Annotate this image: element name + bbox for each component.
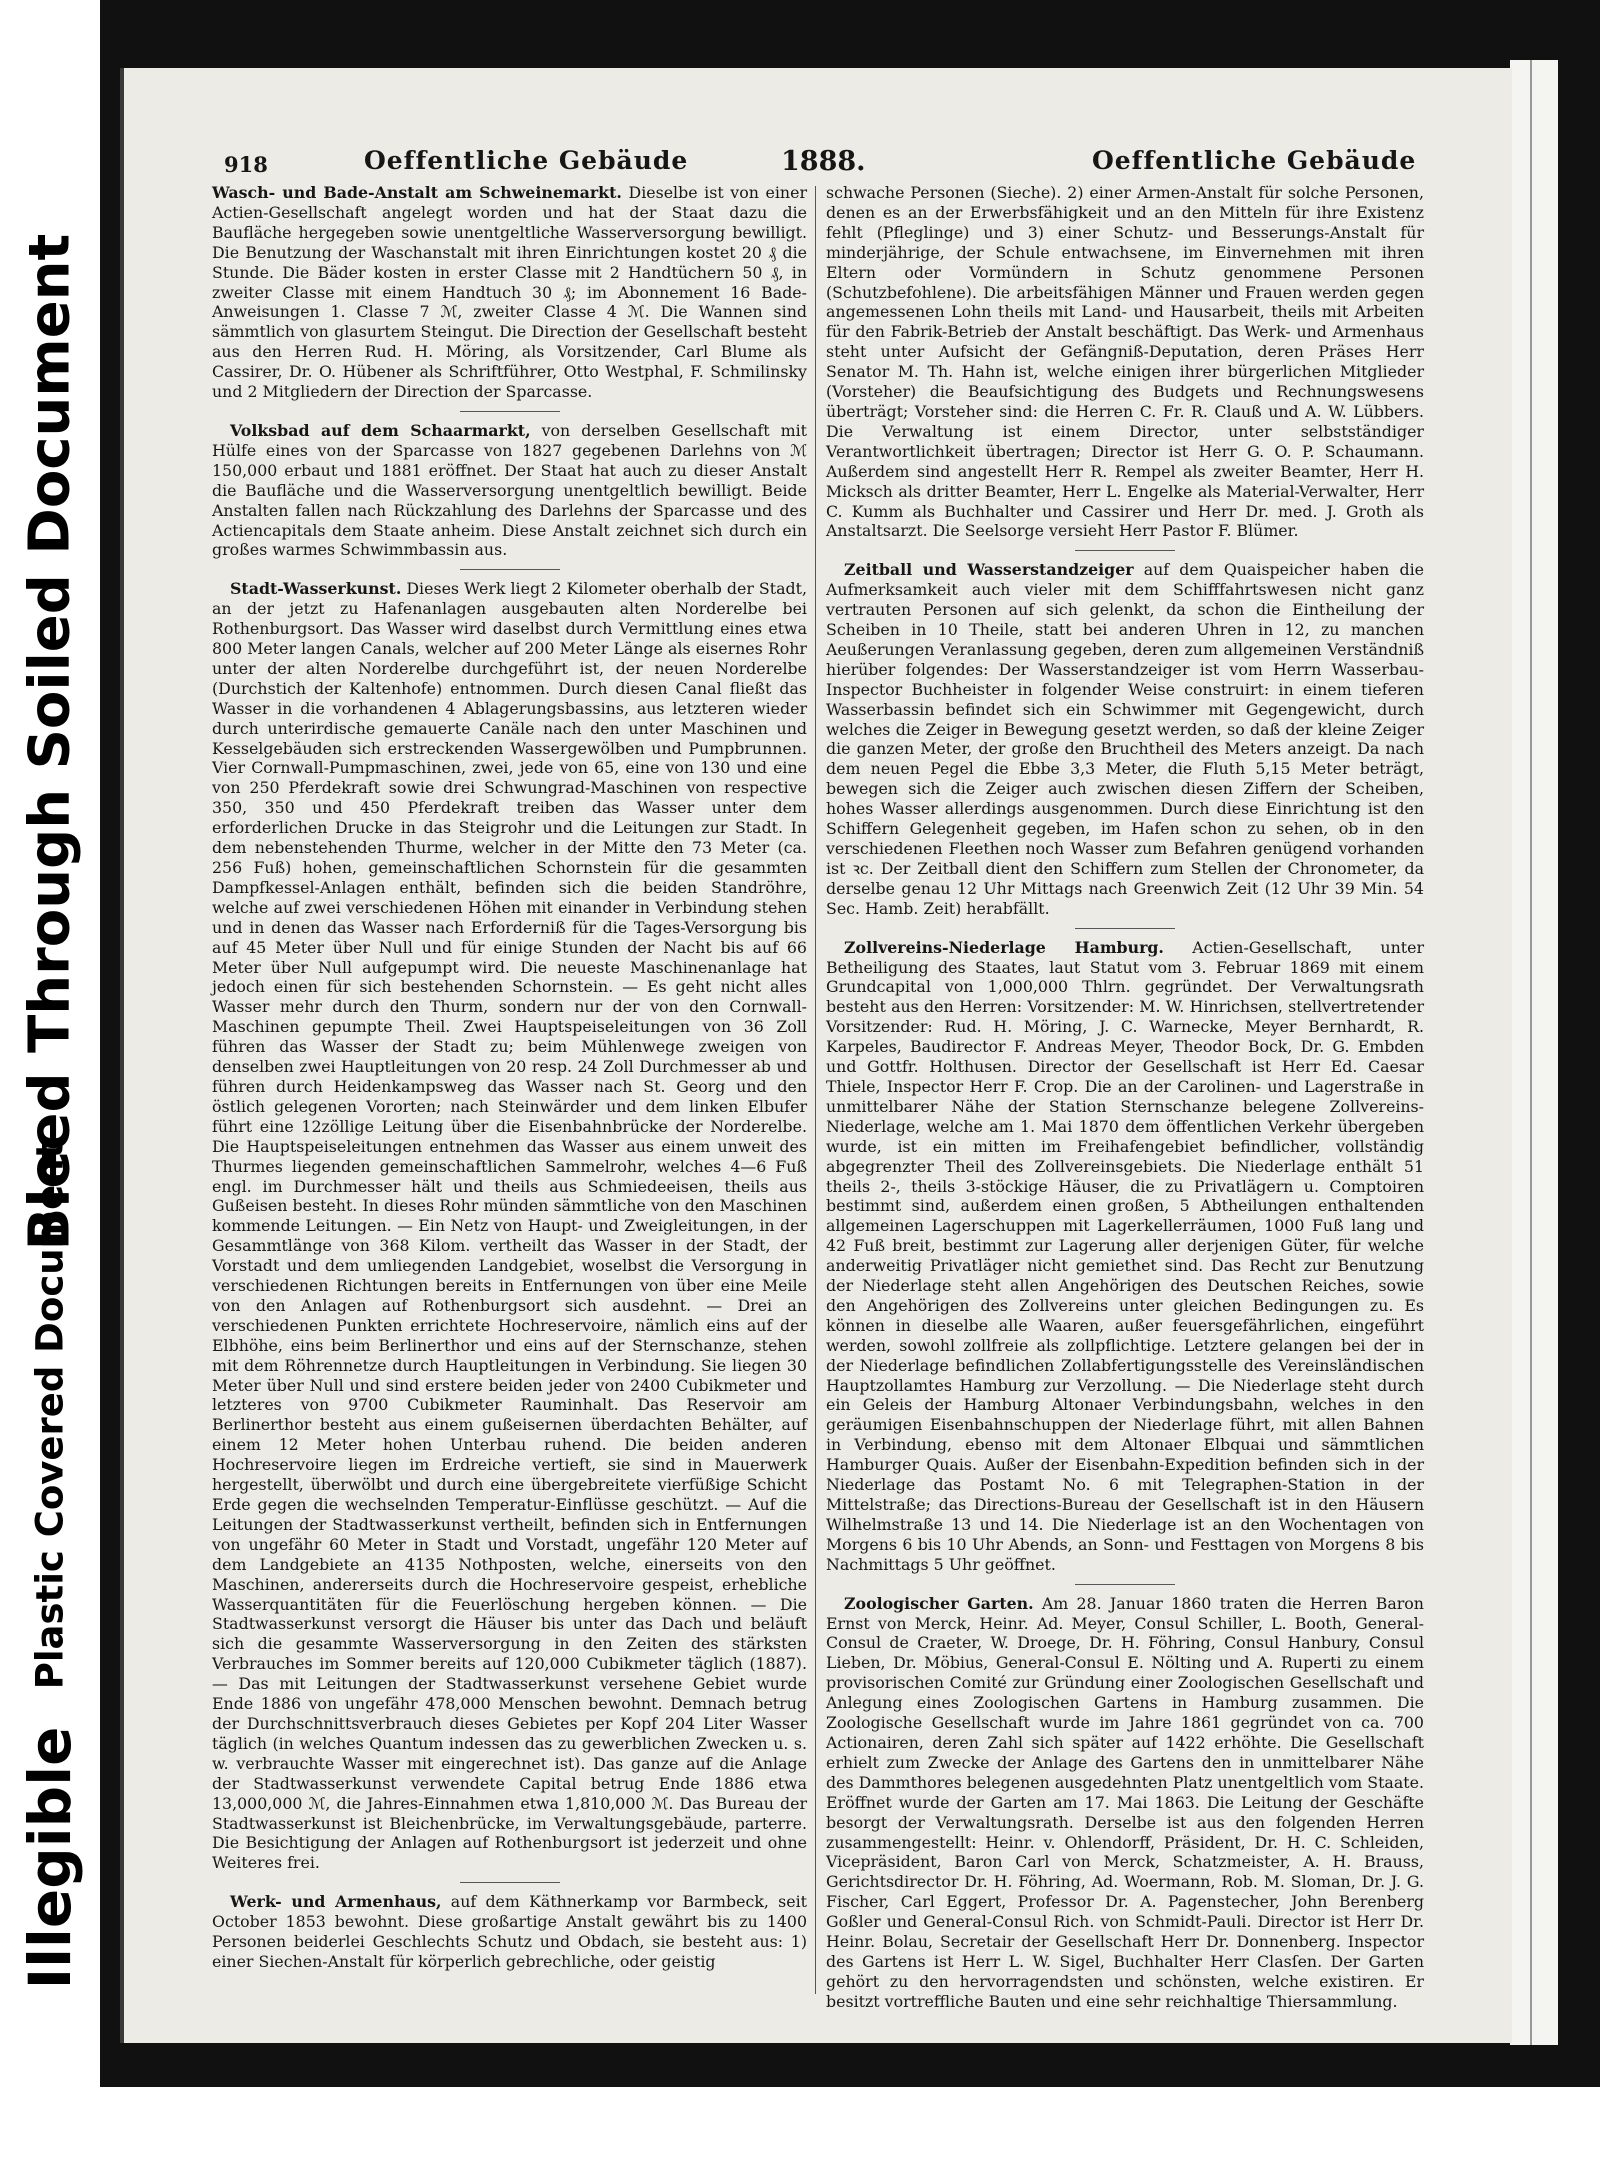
page-number: 918 — [224, 152, 268, 177]
running-head-year: 1888. — [781, 146, 866, 177]
next-page-edge — [1510, 60, 1558, 2045]
entry-title: Stadt-Wasserkunst. — [230, 579, 402, 599]
entry-text: Dieses Werk liegt 2 Kilometer oberhalb der Stadt, an der jetzt zu Hafenanlagen ausgebauten alten Norderelbe bei Rothenburgsort. Das Wasser wird daselbst durch Vermittlung eines etwa 800 Meter langen Canals, welcher auf 200 Meter Länge als eisernes Rohr unter der alten Norderelbe durchgeführt ist, der neuen Norderelbe (Durchstich der Kaltenhofe) entnommen. Durch diesen Canal fließt das Wasser in die vorhandenen 4 Ablagerungsbassins, aus letzteren wieder durch unterirdische gemauerte Canäle nach den unter Maschinen und Kesselgebäuden sich erstreckenden Wassergewölben und Pumpbrunnen. Vier Cornwall-Pumpmaschinen, zwei, jede von 65, eine von 130 und eine von 250 Pferdekraft sowie drei Schwungrad-Maschinen von respective 350, 350 und 450 Pferdekraft treiben das Wasser unter dem erforderlichen Drucke in das Steigrohr und die Leitungen zur Stadt. In dem nebenstehenden Thurme, welcher in der Mitte den 73 Meter (ca. 256 Fuß) hohen, gemeinschaftlichen Schornstein für die gesammten Dampfkessel-Anlagen enthält, befinden sich die beiden Standröhre, welche auf zwei verschiedenen Höhen mit einander in Verbindung stehen und in denen das Wasser nach Erforderniß für die Tages-Versorgung bis auf 45 Meter über Null und für einige Stunden der Nacht bis auf 66 Meter über Null aufgepumpt wird. Die neueste Maschinenanlage hat jedoch einen für sich bestehenden Schornstein. — Es geht nicht alles Wasser mehr durch den Thurm, sondern nur der von den Cornwall-Maschinen gepumpte Theil. Zwei Hauptspeiseleitungen von 36 Zoll führen das Wasser der Stadt zu; beim Mühlenwege zweigen von denselben zwei Hauptleitungen von 20 resp. 24 Zoll Durchmesser ab und führen durch Heidenkampsweg das Wasser nach St. Georg und den östlich gelegenen Vororten; nach Steinwärder und dem linken Elbufer führt eine 12zöllige Leitung über die Eisenbahnbrücke der Norderelbe. Die Hauptspeiseleitungen entnehmen das Wasser aus einem unweit des Thurmes liegenden gemeinschaftlichen Sammelrohr, welches 4—6 Fuß engl. im Durchmesser hält und theils aus Schmiedeeisen, theils aus Gußeisen besteht. In dieses Rohr münden sämmtliche von den Maschinen kommende Leitungen. — Ein Netz von Haupt- und Zweigleitungen, in der Gesammtlänge von 368 Kilom. vertheilt das Wasser in der Stadt, der Vorstadt und dem umliegenden Landgebiet, woselbst die Versorgung in verschiedenen Richtungen bereits in Entfernungen von über eine Meile von den Anlagen auf Rothenburgsort sich ausdehnt. — Drei an verschiedenen Punkten errichtete Hochreservoire, nämlich eins auf der Elbhöhe, eins beim Berlinerthor und eins auf der Sternschanze, stehen mit dem Röhrennetze durch Hauptleitungen in Verbindung. Sie liegen 30 Meter über Null und sind erstere beiden jeder von 2400 Cubikmeter und letzteres von 9700 Cubikmeter Rauminhalt. Das Reservoir am Berlinerthor besteht aus einem gußeisernen überdachten Behälter, auf einem 12 Meter hohen Unterbau ruhend. Die beiden anderen Hochreservoire liegen im Erdreiche vertieft, sie sind in Mauerwerk hergestellt, überwölbt und durch eine übergebreitete vierfüßige Schicht Erde gegen die wechselnden Temperatur-Einflüsse geschützt. — Auf die Leitungen der Stadtwasserkunst vertheilt, befinden sich in Entfernungen von ungefähr 60 Meter in Stadt und Vorstadt, ungefähr 120 Meter auf dem Landgebiete an 4135 Nothposten, welche, einerseits von den Maschinen, andererseits durch die Hochreservoire gespeist, erhebliche Wasserquantitäten für die Feuerlöschung hergeben können. — Die Stadtwasserkunst versorgt die Häuser bis unter das Dach und beläuft sich die gesammte Wasserversorgung in den Zeiten des stärksten Verbrauches im Sommer bereits auf 120,000 Cubikmeter täglich (1887). — Das mit Leitungen der Stadtwasserkunst versehene Gebiet wurde Ende 1886 von ungefähr 478,000 Menschen bewohnt. Demnach betrug der Durchschnittsverbrauch dieses Gebietes per Kopf 204 Liter Wasser täglich (in welches Quantum indessen das zu gewerblichen Zwecken u. s. w. verbrauchte Wasser mit eingerechnet ist). Das ganze auf die Anlage der Stadtwasserkunst verwendete Capital betrug Ende 1886 etwa 13,000,000 ℳ, die Jahres-Einnahmen etwa 1,810,000 ℳ. Das Bureau der Stadtwasserkunst ist Bleichenbrücke, im Verwaltungsgebäude, parterre. Die Besichtigung der Anlagen auf Rothenburgsort ist jederzeit und ohne Weiteres frei. — [212, 579, 808, 1873]
left-column — [212, 183, 807, 1995]
entry-title: Wasch- und Bade-Anstalt am Schweinemarkt. — [212, 183, 622, 202]
entry-werk-armenhaus — [212, 1892, 807, 1972]
entry-title: Zeitball und Wasserstandzeiger — [844, 560, 1134, 580]
entry-zollvereins-niederlage — [826, 938, 1424, 1575]
separator — [1075, 1584, 1175, 1585]
entry-wasch-bade-anstalt — [212, 183, 807, 402]
separator — [460, 411, 560, 412]
entry-text: Actien-Gesellschaft, unter Betheiligung des Staates, laut Statut vom 3. Februar 1869 mit einem Grundcapital von 1,000,000 Thlrn. gegründet. Der Verwaltungsrath besteht aus den Herren: Vorsitzender: M. W. Hinrichsen, stellvertretender Vorsitzender: Rud. H. Möring, J. C. Warnecke, Meyer Bernhardt, R. Karpeles, Baudirector F. Andreas Meyer, Theodor Bock, Dr. G. Embden und Gottfr. Holthusen. Director der Gesellschaft ist Herr Ed. Caesar Thiele, Inspector Herr F. Crop. Die an der Carolinen- und Lagerstraße in unmittelbarer Nähe der Station Sternschanze belegene Zollvereins-Niederlage, welche am 1. Mai 1870 dem öffentlichen Verkehr übergeben wurde, ist ein mitten im Freihafengebiet befindlicher, vollständig abgegrenzter Theil des Zollvereinsgebiets. Die Niederlage enthält 51 theils 2-, theils 3-stöckige Häuser, die zu Privatlägern u. Comptoiren bestimmt sind, außerdem einen großen, 5 Abtheilungen enthaltenden allgemeinen Lagerschuppen mit Lagerkellerräumen, 1000 Fuß lang und 42 Fuß breit, bestimmt zur Lagerung aller derjenigen Güter, für welche anderweitig Privatläger nicht gemiethet sind. Das Recht zur Benutzung der Niederlage steht allen Angehörigen des Deutschen Reiches, sowie den Angehörigen des Zollvereins unter gleichen Bedingungen zu. Es können in dieselbe alle Waaren, außer feuersgefährlichen, eingeführt werden, sowohl zollfreie als zollpflichtige. Letztere gelangen bei der in der Niederlage befindlichen Zollabfertigungsstelle des Vereinsländischen Hauptzollamtes Hamburg zur Verzollung. — Die Niederlage steht durch ein Geleis der Hamburg Altonaer Verbindungsbahn, welches in den geräumigen Eisenbahnschuppen der Niederlage führt, mit allen Bahnen in Verbindung, ebenso mit dem Altonaer Elbquai und sämmtlichen Hamburger Quais. Außer der Eisenbahn-Expedition befinden sich in der Niederlage das Postamt No. 6 mit Telegraphen-Station in der Mittelstraße; das Directions-Bureau der Gesellschaft ist in den Häusern Wilhelmstraße 13 und 14. Die Niederlage ist an den Wochentagen von Morgens 6 bis 10 Uhr Abends, an Sonn- und Festtagen von Morgens 8 bis Nachmittags 5 Uhr geöffnet. — [826, 937, 1425, 1574]
annotation-strip — [0, 0, 100, 2177]
separator — [1075, 550, 1175, 551]
separator — [1075, 928, 1175, 929]
entry-title: Zollvereins-Niederlage Hamburg. — [844, 937, 1164, 957]
illegible-label: Illegible — [16, 1726, 84, 1990]
entry-text: von derselben Gesellschaft mit Hülfe eines von der Sparcasse von 1827 gegebenen Darlehns von ℳ 150,000 erbaut und 1881 eröffnet. Der Staat hat auch zu dieser Anstalt die Baufläche und die Wasserversorgung unentgeltlich bewilligt. Beide Anstalten fallen nach Rückzahlung des Darlehns der Sparcasse und des Actiencapitals dem Staate anheim. Diese Anstalt zeichnet sich durch ein großes warmes Schwimmbassin aus. — [212, 420, 807, 560]
column-divider — [815, 186, 816, 1994]
separator — [460, 569, 560, 570]
document-page — [120, 68, 1512, 2043]
separator — [460, 1882, 560, 1883]
plastic-covered-label: Plastic Covered Document — [28, 1140, 72, 1690]
bleed-through-label: Bleed Through Soiled Document — [17, 233, 83, 1251]
entry-title: Zoologischer Garten. — [844, 1593, 1034, 1613]
entry-text: Am 28. Januar 1860 traten die Herren Baron Ernst von Merck, Heinr. Ad. Meyer, Consul Schiller, L. Booth, General-Consul de Craeter, W. Droege, Dr. H. Föhring, Consul Hanbury, Consul Lieben, Dr. Möbius, General-Consul E. Nölting und A. Ruperti zu einem provisorischen Comité zur Gründung einer Zoologischen Gesellschaft und Anlegung eines Zoologischen Gartens in Hamburg zusammen. Die Zoologische Gesellschaft wurde im Jahre 1861 gegründet von ca. 700 Actionairen, deren Zahl sich später auf 1422 erhöhte. Die Gesellschaft erhielt zum Zwecke der Anlage des Gartens den in unmittelbarer Nähe des Dammthores belegenen ausgedehnten Platz unentgeltlich vom Staate. Eröffnet wurde der Garten am 17. Mai 1863. Die Leitung der Geschäfte besorgt der Verwaltungsrath. Derselbe ist aus den folgenden Herren zusammengestellt: Heinr. v. Ohlendorff, Präsident, Dr. H. C. Schleiden, Vicepräsident, Baron Carl von Merck, Schatzmeister, A. H. Brauss, Gerichtsdirector Dr. H. Föhring, Ad. Woermann, Rob. M. Sloman, Dr. J. G. Fischer, Carl Eggert, Professor Dr. A. Pagenstecher, John Berenberg Goßler und General-Consul Rich. von Schmidt-Pauli. Director ist Herr Dr. Heinr. Bolau, Secretair der Gesellschaft Herr Dr. Donnenberg. Inspector des Gartens ist Herr L. W. Sigel, Buchhalter Herr Clasſen. Der Garten gehört zu den hervorragendsten und schönsten, welche existiren. Er besitzt vortreffliche Bauten und eine sehr reichhaltige Thiersammlung. — [826, 1593, 1424, 2011]
page-header — [124, 146, 1512, 186]
running-head-left: Oeffentliche Gebäude — [364, 146, 689, 175]
entry-zeitball — [826, 560, 1424, 918]
entry-text: schwache Personen (Sieche). 2) einer Armen-Anstalt für solche Personen, denen es an der Erwerbsfähigkeit und an den Mitteln für ihre Existenz fehlt (Pfleglinge) und 3) einer Schutz- und Besserungs-Anstalt für minderjährige, der Schule entwachsene, im Einvernehmen mit ihren Eltern oder Vormündern in Schutz genommene Personen (Schutzbefohlene). Die arbeitsfähigen Männer und Frauen werden gegen angemessenen Lohn theils mit Land- und Hausarbeit, theils mit Arbeiten für den Fabrik-Betrieb der Anstalt beschäftigt. Das Werk- und Armenhaus steht unter Aufsicht der Gefängniß-Deputation, deren Präses Herr Senator M. Th. Hahn ist, welche einigen ihrer bürgerlichen Mitglieder (Vorsteher) die Beaufsichtigung des Budgets und Rechnungswesens überträgt; Vorsteher sind: die Herren C. Fr. R. Clauß und A. W. Lübbers. Die Verwaltung ist einem Director, unter selbstständiger Verantwortlichkeit übertragen; Director ist Herr G. O. P. Schaumann. Außerdem sind angestellt Herr R. Rempel als zweiter Beamter, Herr H. Micksch als dritter Beamter, Herr L. Engelke als Material-Verwalter, Herr C. Kumm als Buchhalter und Cassirer und Herr Dr. med. J. Groth als Anstaltsarzt. Die Seelsorge versieht Herr Pastor F. Blümer. — [826, 183, 1424, 541]
entry-text: auf dem Quaispeicher haben die Aufmerksamkeit auch vieler mit dem Schifffahrtswesen nicht ganz vertrauten Personen auf sich gelenkt, da schon die Eintheilung der Scheiben in 10 Theile, statt bei anderen Uhren in 12, zu manchen Aeußerungen Veranlassung gegeben, deren zum allgemeinen Verständniß hierüber folgendes: Der Wasserstandzeiger ist vom Herrn Wasserbau-Inspector Buchheister in folgender Weise construirt: in einem tieferen Wasserbassin befindet sich ein Schwimmer mit Gegengewicht, durch welches die Zeiger in Bewegung gesetzt werden, so daß der kleine Zeiger die ganzen Meter, der große den Bruchtheil des Meters anzeigt. Da nach dem neuen Pegel die Ebbe 3,3 Meter, die Fluth 5,15 Meter beträgt, bewegen sich die Zeiger auch zwischen diesen Ziffern der Scheiben, hohes Wasser allerdings ausgenommen. Durch diese Einrichtung ist den Schiffern Gelegenheit gegeben, im Hafen schon zu sehen, ob in den verschiedenen Fleethen noch Wasser zum Befahren genügend vorhanden ist ꝛc. Der Zeitball dient den Schiffern zum Stellen der Chronometer, da derselbe genau 12 Uhr Mittags nach Greenwich Zeit (12 Uhr 39 Min. 54 Sec. Hamb. Zeit) herabfällt. — [826, 560, 1424, 918]
entry-text: auf dem Käthnerkamp vor Barmbeck, seit October 1853 bewohnt. Diese großartige Anstalt gewährt bis zu 1400 Personen beiderlei Geschlechts Schutz und Obdach, sie besteht aus: 1) einer Siechen-Anstalt für körperlich gebrechliche, oder geistig — [212, 1892, 807, 1971]
entry-title: Volksbad auf dem Schaarmarkt, — [230, 420, 531, 440]
entry-stadt-wasserkunst — [212, 579, 807, 1873]
entry-werk-armenhaus-continued — [826, 183, 1424, 541]
entry-zoologischer-garten — [826, 1594, 1424, 2012]
running-head-right: Oeffentliche Gebäude — [1092, 146, 1417, 175]
entry-volksbad — [212, 421, 807, 560]
entry-title: Werk- und Armenhaus, — [230, 1892, 442, 1912]
entry-text: Dieselbe ist von einer Actien-Gesellschaft angelegt worden und hat der Staat dazu die Baufläche hergegeben sowie unentgeltliche Wasserversorgung bewilligt. Die Benutzung der Waschanstalt mit ihren Einrichtungen kostet 20 ₰ die Stunde. Die Bäder kosten in erster Classe mit 2 Handtüchern 50 ₰, in zweiter Classe mit einem Handtuch 30 ₰; im Abonnement 16 Bade-Anweisungen 1. Classe 7 ℳ, zweiter Classe 4 ℳ. Die Wannen sind sämmtlich von glasurtem Steingut. Die Direction der Gesellschaft besteht aus den Herren Rud. H. Möring, als Vorsitzender, Carl Blume als Cassirer, Dr. O. Hübener als Schriftführer, Otto Westphal, F. Schmilinsky und 2 Mitgliedern der Direction der Sparcasse. — [212, 183, 807, 402]
right-column — [826, 183, 1425, 2011]
